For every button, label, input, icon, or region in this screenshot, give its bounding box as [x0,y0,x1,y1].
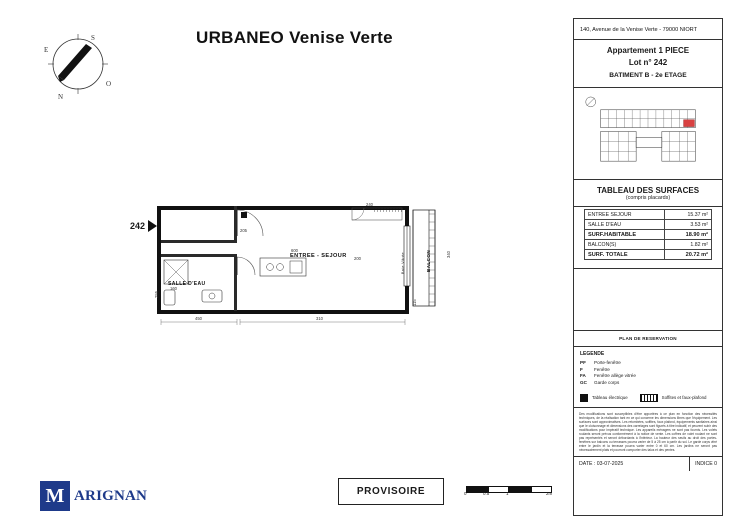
compass-label-north: N [58,93,64,101]
dimension-240: 240 [366,202,373,207]
legend-symbol-text: Soffites et faux-plafond [661,395,707,400]
surfaces-table [584,209,712,260]
table-row [585,220,712,230]
key-plan-highlight [684,120,695,127]
lot-tag-number: 242 [130,221,146,231]
list-item [580,360,716,365]
dimension-600: 600 [291,248,298,253]
provisoire-box [338,478,444,505]
plan-date: DATE : 03-07-2025 [574,457,690,471]
surfaces-table-wrap [574,209,722,269]
key-plan [574,88,722,180]
logo-mark: M [40,481,70,511]
table-row [585,250,712,260]
key-plan-drawing [578,92,718,175]
legal-notes: Des modifications sont susceptibles d'être apportées à ce plan en fonction des nécessités techniques, de la réalisation tant en ce qui concerne les dimensions libres que l'équipement. Les surfaces sont approximatives. Les retombées, soffites, faux plafond, équipements sanitaires ainsi que le cloisonnage et dimensions des carrelages sont figurés à titre indicatif, et peuvent subir des modifications pour impératif technique. Les appareils ménagers ne sont pas fournis. Les volets roulants seront prévus conformément à la notice de vente. Les coffres de volet roulant ne sont pas représentés et seront débordants à l'intérieur. La hauteur des seuils au droit des portes-fenêtres sur balcons ou terrasses pourra varier de 5 à 25 cm à partir du sol. Le garde corps vitré entre le jardin et la terrasse pourra varier entre 0 et 60 cm. Les jardins ne seront pas nécessairement plats et pourront comporter des talus et des pentes. [574,408,722,457]
list-item [580,380,716,385]
surface-value: 15.37 m² [665,210,712,220]
legend-text: Fenêtre allège vitrée [594,373,636,378]
list-item [580,367,716,372]
surface-label: SURF.HABITABLE [585,230,665,240]
scale-tick-0-5: 0.5 [483,491,490,496]
project-address: 140, Avenue de la Venise Verte - 79000 NIORT [574,19,722,40]
building-floor: BATIMENT B - 2e ETAGE [609,72,687,79]
floor-plan-drawing [140,198,460,333]
scale-tick-1: 1 [506,491,509,496]
legend [574,347,722,408]
floor-plan [140,198,460,333]
dimension-310: 310 [316,316,323,321]
surface-label: SURF. TOTALE [585,250,665,260]
dimension-115: 115 [412,299,417,306]
compass-label-west: O [106,80,112,88]
surfaces-header [574,180,722,207]
surfaces-title: TABLEAU DES SURFACES [596,186,700,195]
surfaces-subtitle: (compris placards) [625,195,671,201]
legend-text: Garde corps [594,379,620,385]
apartment-type: Appartement 1 PIECE [606,46,690,55]
tableau-electrique-icon [580,394,588,402]
logo-text: ARIGNAN [74,487,148,504]
company-logo [40,481,147,511]
table-row [585,240,712,250]
legend-key: FA [580,373,586,378]
scale-bar-ticks [466,491,552,499]
page-title: URBANEO Venise Verte [196,28,393,47]
apartment-info [574,40,722,88]
plan-indice: INDICE 0 [695,460,717,467]
scale-tick-2m: 2m [546,491,553,496]
surface-label: SALLE D'EAU [585,220,665,230]
plan-reservation-label: PLAN DE RESERVATION [574,331,722,347]
dimension-200: 200 [354,256,361,261]
dimension-205: 205 [240,228,247,233]
surface-value: 1.82 m² [665,240,712,250]
surface-value: 18.90 m² [665,230,712,240]
room-label-entree-sejour: ENTREE - SEJOUR [290,253,347,259]
soffites-hatch-icon [640,394,658,402]
legend-title: LEGENDE [580,351,605,357]
room-label-salle-eau: SALLE D'EAU [168,281,206,287]
legend-key: F [580,366,583,372]
title-block-footer [574,457,722,471]
legend-symbol-text: Tableau électrique [592,395,628,400]
legend-text: Fenêtre [594,366,610,372]
blank-zone [574,269,722,331]
compass-rose [30,18,126,110]
list-item [640,394,707,402]
dimension-160: 160 [170,286,177,291]
title-block [573,18,723,516]
surface-value: 20.72 m² [665,250,712,260]
table-row [585,210,712,220]
room-label-balcon: BALCON [426,249,431,272]
provisoire-label: PROVISOIRE [356,486,426,497]
legend-symbols [580,389,716,402]
legend-key: PF [580,360,586,365]
surface-label: BALCON(S) [585,240,665,250]
surface-value: 3.53 m² [665,220,712,230]
list-item [580,373,716,378]
scale-bar [466,486,552,499]
dimension-340: 340 [446,251,451,258]
room-label-baie-vitree: Baie Vitrée [401,252,405,274]
legend-text: Porte-fenêtre [594,360,621,365]
compass-label-east: E [44,46,49,54]
list-item [580,394,628,402]
compass-icon [30,18,126,110]
compass-label-south: S [91,34,95,42]
dimension-255: 255 [154,291,159,298]
lot-number: Lot n° 242 [628,58,668,67]
surface-label: ENTREE SEJOUR [585,210,665,220]
dimension-450: 450 [195,316,202,321]
legend-key: GC [580,379,587,385]
scale-tick-0: 0 [464,491,467,496]
table-row [585,230,712,240]
